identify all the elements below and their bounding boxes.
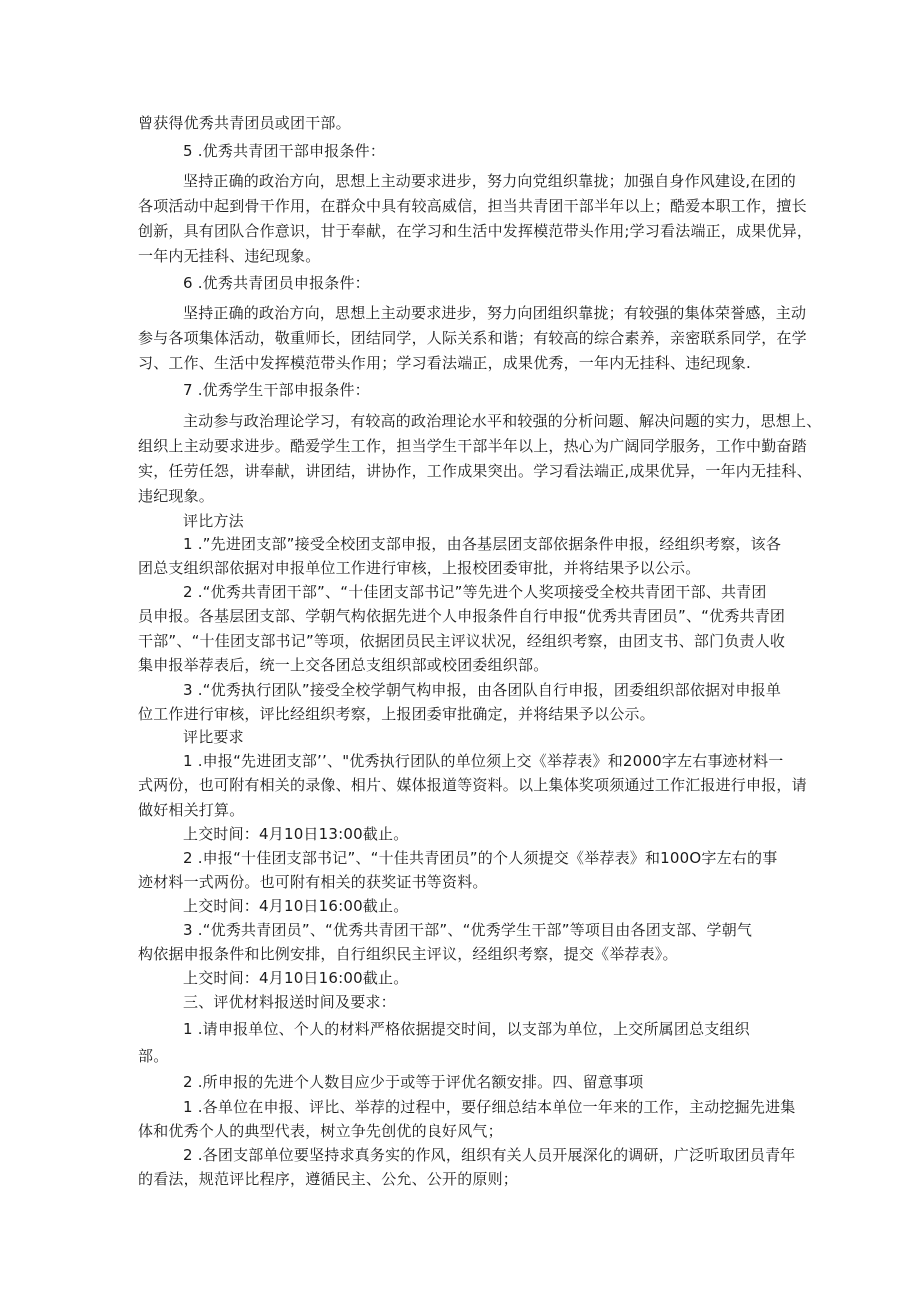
text-line: 员申报。各基层团支部、学朝气构依据先进个人申报条件自行申报“优秀共青团员”、“优秀共青团: [138, 607, 786, 625]
text-line: 违纪现象。: [138, 487, 215, 505]
text-line: 曾获得优秀共青团员或团干部。: [138, 114, 351, 132]
text-line: 坚持正确的政治方向，思想上主动要求进步，努力向党组织靠拢；加强自身作风建设,在团的: [183, 172, 796, 190]
text-line: 2 .各团支部单位要坚持求真务实的作风，组织有关人员开展深化的调研，广泛听取团员青年: [183, 1146, 796, 1164]
text-line: 构依据申报条件和比例安排，自行组织民主评议，经组织考察，提交《举荐表》。: [138, 945, 678, 963]
section-heading-5: 5 .优秀共青团干部申报条件：: [183, 142, 386, 160]
section-heading-6: 6 .优秀共青团员申报条件：: [183, 274, 370, 292]
heading-section-three: 三、评优材料报送时间及要求：: [183, 993, 396, 1011]
heading-evaluation-method: 评比方法: [183, 512, 244, 530]
text-line: 一年内无挂科、违纪现象。: [138, 247, 321, 265]
deadline-text: 上交时间：4月10日16:00截止。: [183, 969, 409, 987]
text-line: 3 .“优秀执行团队”接受全校学朝气构申报，由各团队自行申报，团委组织部依据对申报单: [183, 681, 782, 699]
text-line: 2 .申报“十佳团支部书记”、“十佳共青团员”的个人须提交《举荐表》和100O字左右的事: [183, 849, 778, 867]
text-line: 1 .申报“先进团支部’’、"优秀执行团队的单位须上交《举荐表》和2000字左右事迹材料一: [183, 752, 784, 770]
text-line: 创新，具有团队合作意识，甘于奉献，在学习和生活中发挥模范带头作用;学习看法端正，成果优异，: [138, 222, 813, 240]
text-line: 的看法，规范评比程序，遵循民主、公允、公开的原则；: [138, 1170, 519, 1188]
text-line: 各项活动中起到骨干作用，在群众中具有较高威信，担当共青团干部半年以上；酷爱本职工作，擅长: [138, 197, 807, 215]
heading-evaluation-requirements: 评比要求: [183, 728, 244, 746]
text-line: 坚持正确的政治方向，思想上主动要求进步，努力向团组织靠拢；有较强的集体荣誉感，主动: [183, 304, 807, 322]
text-line: 参与各项集体活动，敬重师长，团结同学，人际关系和谐；有较高的综合素养，亲密联系同学，在学: [138, 329, 807, 347]
text-line: 部。: [138, 1047, 169, 1065]
text-line: 迹材料一式两份。也可附有相关的获奖证书等资料。: [138, 873, 488, 891]
section-heading-7: 7 .优秀学生干部申报条件：: [183, 381, 370, 399]
text-line: 实，任劳任怨，讲奉献，讲团结，讲协作，工作成果突出。学习看法端正,成果优异，一年内无挂科、: [138, 462, 812, 480]
text-line: 1 .各单位在申报、评比、举荐的过程中，要仔细总结本单位一年来的工作，主动挖掘先进集: [183, 1098, 796, 1116]
text-line: 做好相关打算。: [138, 801, 245, 819]
text-line: 式两份，也可附有相关的录像、相片、媒体报道等资料。以上集体奖项须通过工作汇报进行申报，请: [138, 776, 807, 794]
text-line: 3 .“优秀共青团员”、“优秀共青团干部”、“优秀学生干部”等项目由各团支部、学朝气: [183, 921, 753, 939]
text-line: 位工作进行审核，评比经组织考察，上报团委审批确定，并将结果予以公示。: [138, 705, 655, 723]
deadline-text: 上交时间：4月10日13:00截止。: [183, 825, 409, 843]
text-line: 2 .“优秀共青团干部”、“十佳团支部书记”等先进个人奖项接受全校共青团干部、共青团: [183, 583, 767, 601]
text-line: 主动参与政治理论学习，有较高的政治理论水平和较强的分析问题、解决问题的实力，思想上、: [183, 412, 822, 430]
text-line: 体和优秀个人的典型代表，树立争先创优的良好风气；: [138, 1122, 503, 1140]
text-line: 2 .所申报的先进个人数目应少于或等于评优名额安排。四、留意事项: [183, 1073, 644, 1091]
text-line: 干部”、“十佳团支部书记”等项，依据团员民主评议状况，经组织考察，由团支书、部门负责人收: [138, 632, 786, 650]
text-line: 1 .请申报单位、个人的材料严格依据提交时间，以支部为单位，上交所属团总支组织: [183, 1020, 750, 1038]
text-line: 习、工作、生活中发挥模范带头作用；学习看法端正，成果优秀，一年内无挂科、违纪现象.: [138, 354, 751, 372]
text-line: 组织上主动要求进步。酷爱学生工作，担当学生干部半年以上，热心为广阔同学服务，工作中勤奋踏: [138, 437, 807, 455]
text-line: 1 .”先进团支部”接受全校团支部申报，由各基层团支部依据条件申报，经组织考察，该各: [183, 535, 782, 553]
text-line: 团总支组织部依据对申报单位工作进行审核，上报校团委审批，并将结果予以公示。: [138, 559, 701, 577]
deadline-text: 上交时间：4月10日16:00截止。: [183, 897, 409, 915]
text-line: 集申报举荐表后，统一上交各团总支组织部或校团委组织部。: [138, 656, 549, 674]
